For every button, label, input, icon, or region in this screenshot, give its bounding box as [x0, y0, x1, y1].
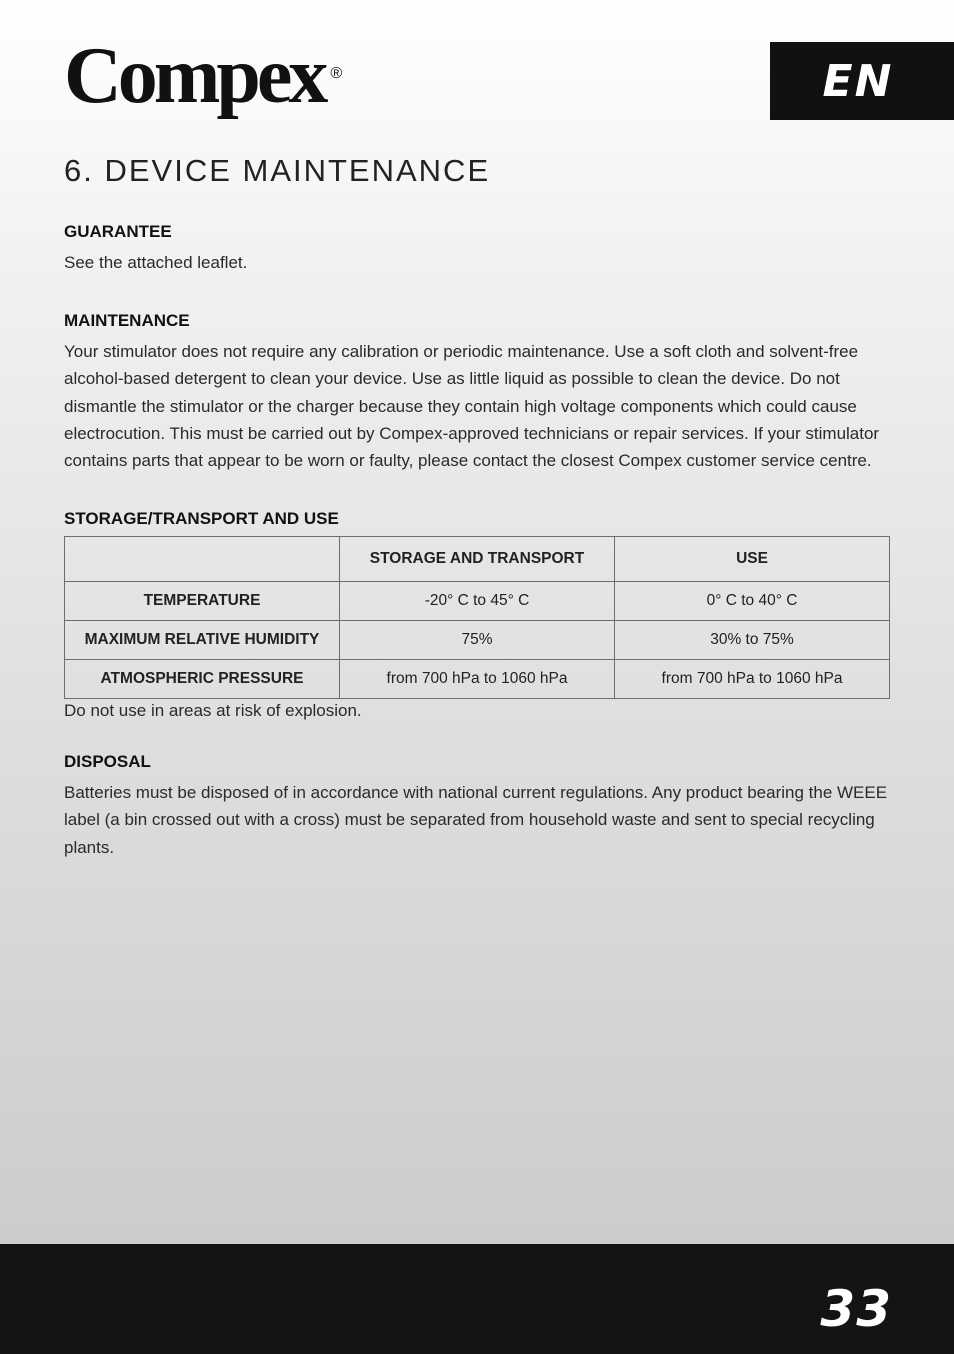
- maintenance-section: [64, 311, 890, 474]
- registered-mark: ®: [330, 65, 343, 82]
- guarantee-text: See the attached leaflet.: [64, 253, 248, 272]
- compex-logo: [64, 32, 343, 120]
- table-row-label: MAXIMUM RELATIVE HUMIDITY: [65, 621, 340, 660]
- table-cell: 75%: [340, 621, 615, 660]
- environment-table: [64, 536, 890, 699]
- guarantee-section: [64, 222, 890, 276]
- page-title: 6. DEVICE MAINTENANCE: [64, 153, 491, 188]
- disposal-text: Batteries must be disposed of in accordance with national current regulations. Any product bearing the WEEE label (a bin crossed out with a cross) must be separated from household waste and sent to special recycling plants.: [64, 783, 888, 857]
- explosion-warning-text: Do not use in areas at risk of explosion.: [64, 701, 362, 721]
- table-cell: from 700 hPa to 1060 hPa: [615, 660, 890, 699]
- table-header-cell: STORAGE AND TRANSPORT: [340, 537, 615, 582]
- page-number: 33: [820, 1280, 892, 1338]
- guarantee-heading: GUARANTEE: [64, 222, 172, 241]
- disposal-heading: DISPOSAL: [64, 752, 151, 772]
- footer-bar: [0, 1244, 954, 1354]
- table-cell: from 700 hPa to 1060 hPa: [340, 660, 615, 699]
- disposal-section: [64, 752, 890, 861]
- table-header-cell: USE: [615, 537, 890, 582]
- table-row-label: ATMOSPHERIC PRESSURE: [65, 660, 340, 699]
- maintenance-text: Your stimulator does not require any calibration or periodic maintenance. Use a soft cloth and solvent-free alcohol-based detergent to clean your device. Use as little liquid as possible to clean the device. Do not dismantle the stimulator or the charger because they contain high voltage components which could cause electrocution. This must be carried out by Compex-approved technicians or repair services. If your stimulator contains parts that appear to be worn or faulty, please contact the closest Compex customer service centre.: [64, 342, 880, 471]
- language-tab: EN: [770, 42, 954, 120]
- table-row: [65, 660, 890, 699]
- table-row: [65, 621, 890, 660]
- page-content: [64, 222, 890, 861]
- maintenance-heading: MAINTENANCE: [64, 311, 190, 331]
- table-header-cell: [65, 537, 340, 582]
- storage-section: [64, 509, 890, 722]
- table-row-label: TEMPERATURE: [65, 582, 340, 621]
- table-cell: -20° C to 45° C: [340, 582, 615, 621]
- storage-heading: STORAGE/TRANSPORT AND USE: [64, 509, 339, 529]
- logo-wordmark: Compex: [64, 32, 325, 120]
- table-cell: 30% to 75%: [615, 621, 890, 660]
- table-row: [65, 582, 890, 621]
- table-cell: 0° C to 40° C: [615, 582, 890, 621]
- table-header-row: [65, 537, 890, 582]
